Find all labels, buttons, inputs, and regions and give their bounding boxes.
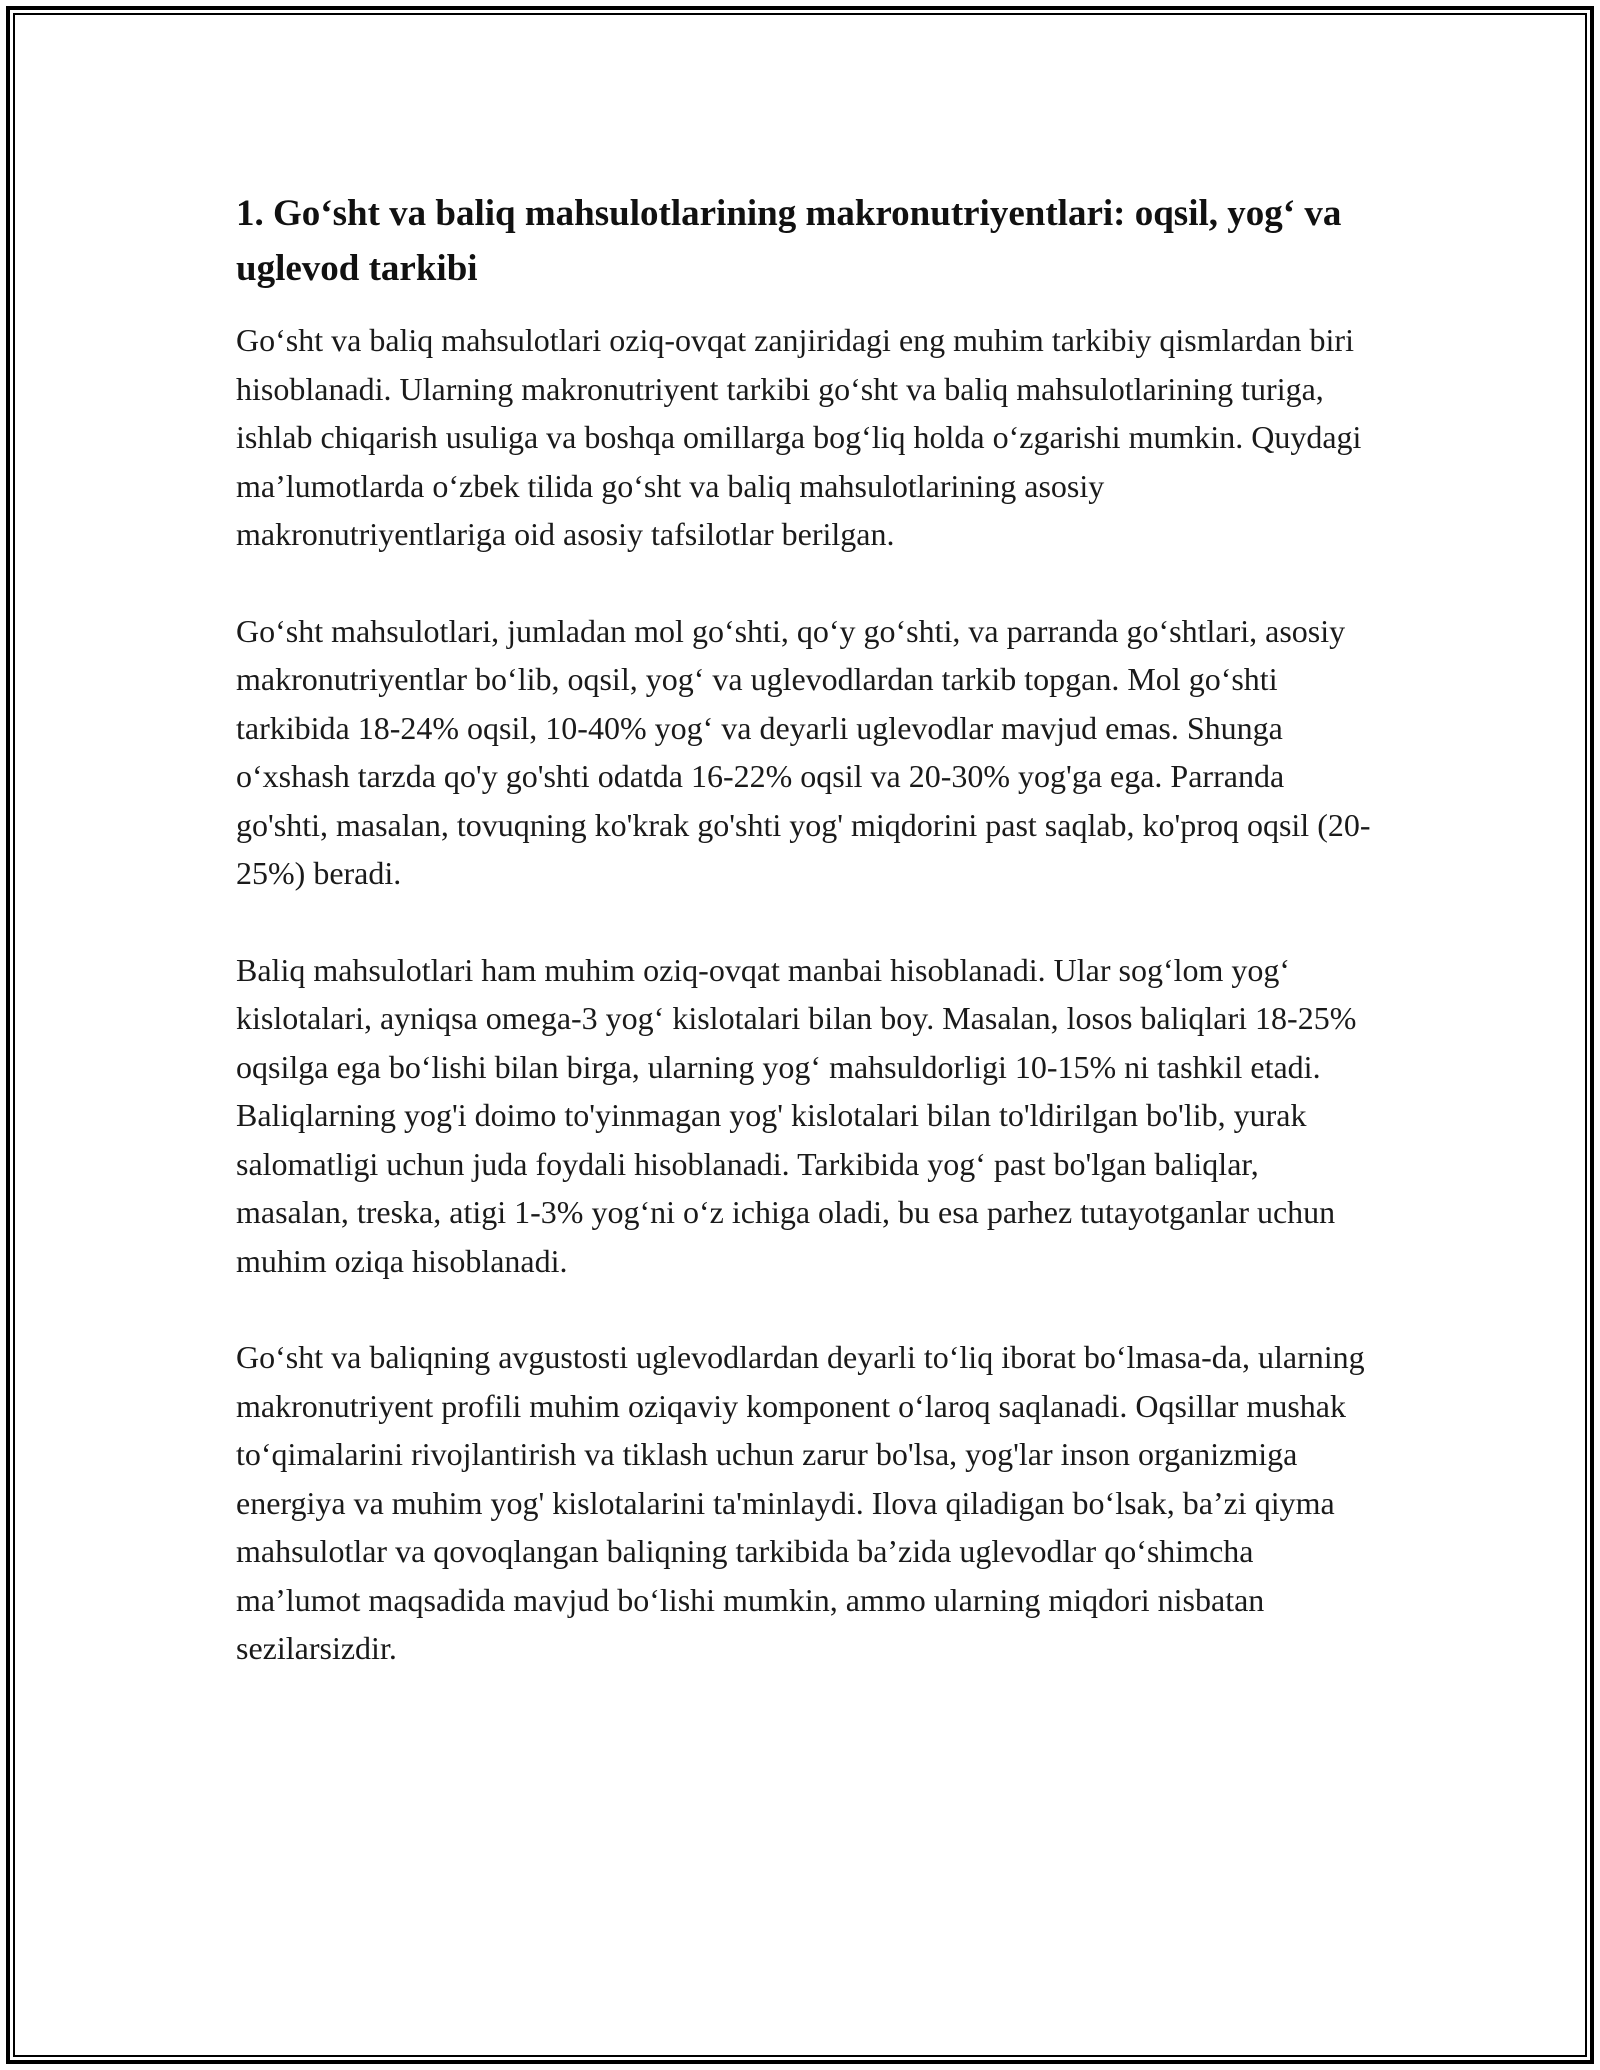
paragraph-summary: Go‘sht va baliqning avgustosti uglevodlardan deyarli to‘liq iborat bo‘lmasa-da, ularning makronutriyent profili muhim oziqaviy komponent o‘laroq saqlanadi. Oqsillar mushak to‘qimalarini rivojlantirish va tiklash uchun zarur bo'lsa, yog'lar inson organizmiga energiya va muhim yog' kislotalarini ta'minlaydi. Ilova qiladigan bo‘lsak, ba’zi qiyma mahsulotlar va qovoqlangan baliqning tarkibida ba’zida uglevodlar qo‘shimcha ma’lumot maqsadida mavjud bo‘lishi mumkin, ammo ularning miqdori nisbatan sezilarsizdir. (236, 1339, 1365, 1666)
section-heading: 1. Go‘sht va baliq mahsulotlarining makronutriyentlari: oqsil, yog‘ va uglevod tarkibi (236, 193, 1342, 289)
paragraph-fish: Baliq mahsulotlari ham muhim oziq-ovqat manbai hisoblanadi. Ular sog‘lom yog‘ kislotalari, ayniqsa omega-3 yog‘ kislotalari bilan boy. Masalan, losos baliqlari 18-25% oqsilga ega bo‘lishi bilan birga, ularning yog‘ mahsuldorligi 10-15% ni tashkil etadi. Baliqlarning yog'i doimo to'yinmagan yog' kislotalari bilan to'ldirilgan bo'lib, yurak salomatligi uchun juda foydali hisoblanadi. Tarkibida yog‘ past bo'lgan baliqlar, masalan, treska, atigi 1-3% yog‘ni o‘z ichiga oladi, bu esa parhez tutayotganlar uchun muhim oziqa hisoblanadi. (236, 951, 1357, 1279)
document-body (236, 186, 1376, 1721)
paragraph-meat: Go‘sht mahsulotlari, jumladan mol go‘shti, qo‘y go‘shti, va parranda go‘shtlari, asosiy makronutriyentlar bo‘lib, oqsil, yog‘ va uglevodlardan tarkib topgan. Mol go‘shti tarkibida 18-24% oqsil, 10-40% yog‘ va deyarli uglevodlar mavjud emas. Shunga o‘xshash tarzda qo'y go'shti odatda 16-22% oqsil va 20-30% yog'ga ega. Parranda go'shti, masalan, tovuqning ko'krak go'shti yog' miqdorini past saqlab, ko'proq oqsil (20-25%) beradi. (236, 612, 1371, 891)
paragraph-intro: Go‘sht va baliq mahsulotlari oziq-ovqat zanjiridagi eng muhim tarkibiy qismlardan biri hisoblanadi. Ularning makronutriyent tarkibi go‘sht va baliq mahsulotlarining turiga, ishlab chiqarish usuliga va boshqa omillarga bog‘liq holda o‘zgarishi mumkin. Quydagi ma’lumotlarda o‘zbek tilida go‘sht va baliq mahsulotlarining asosiy makronutriyentlariga oid asosiy tafsilotlar berilgan. (236, 322, 1362, 552)
